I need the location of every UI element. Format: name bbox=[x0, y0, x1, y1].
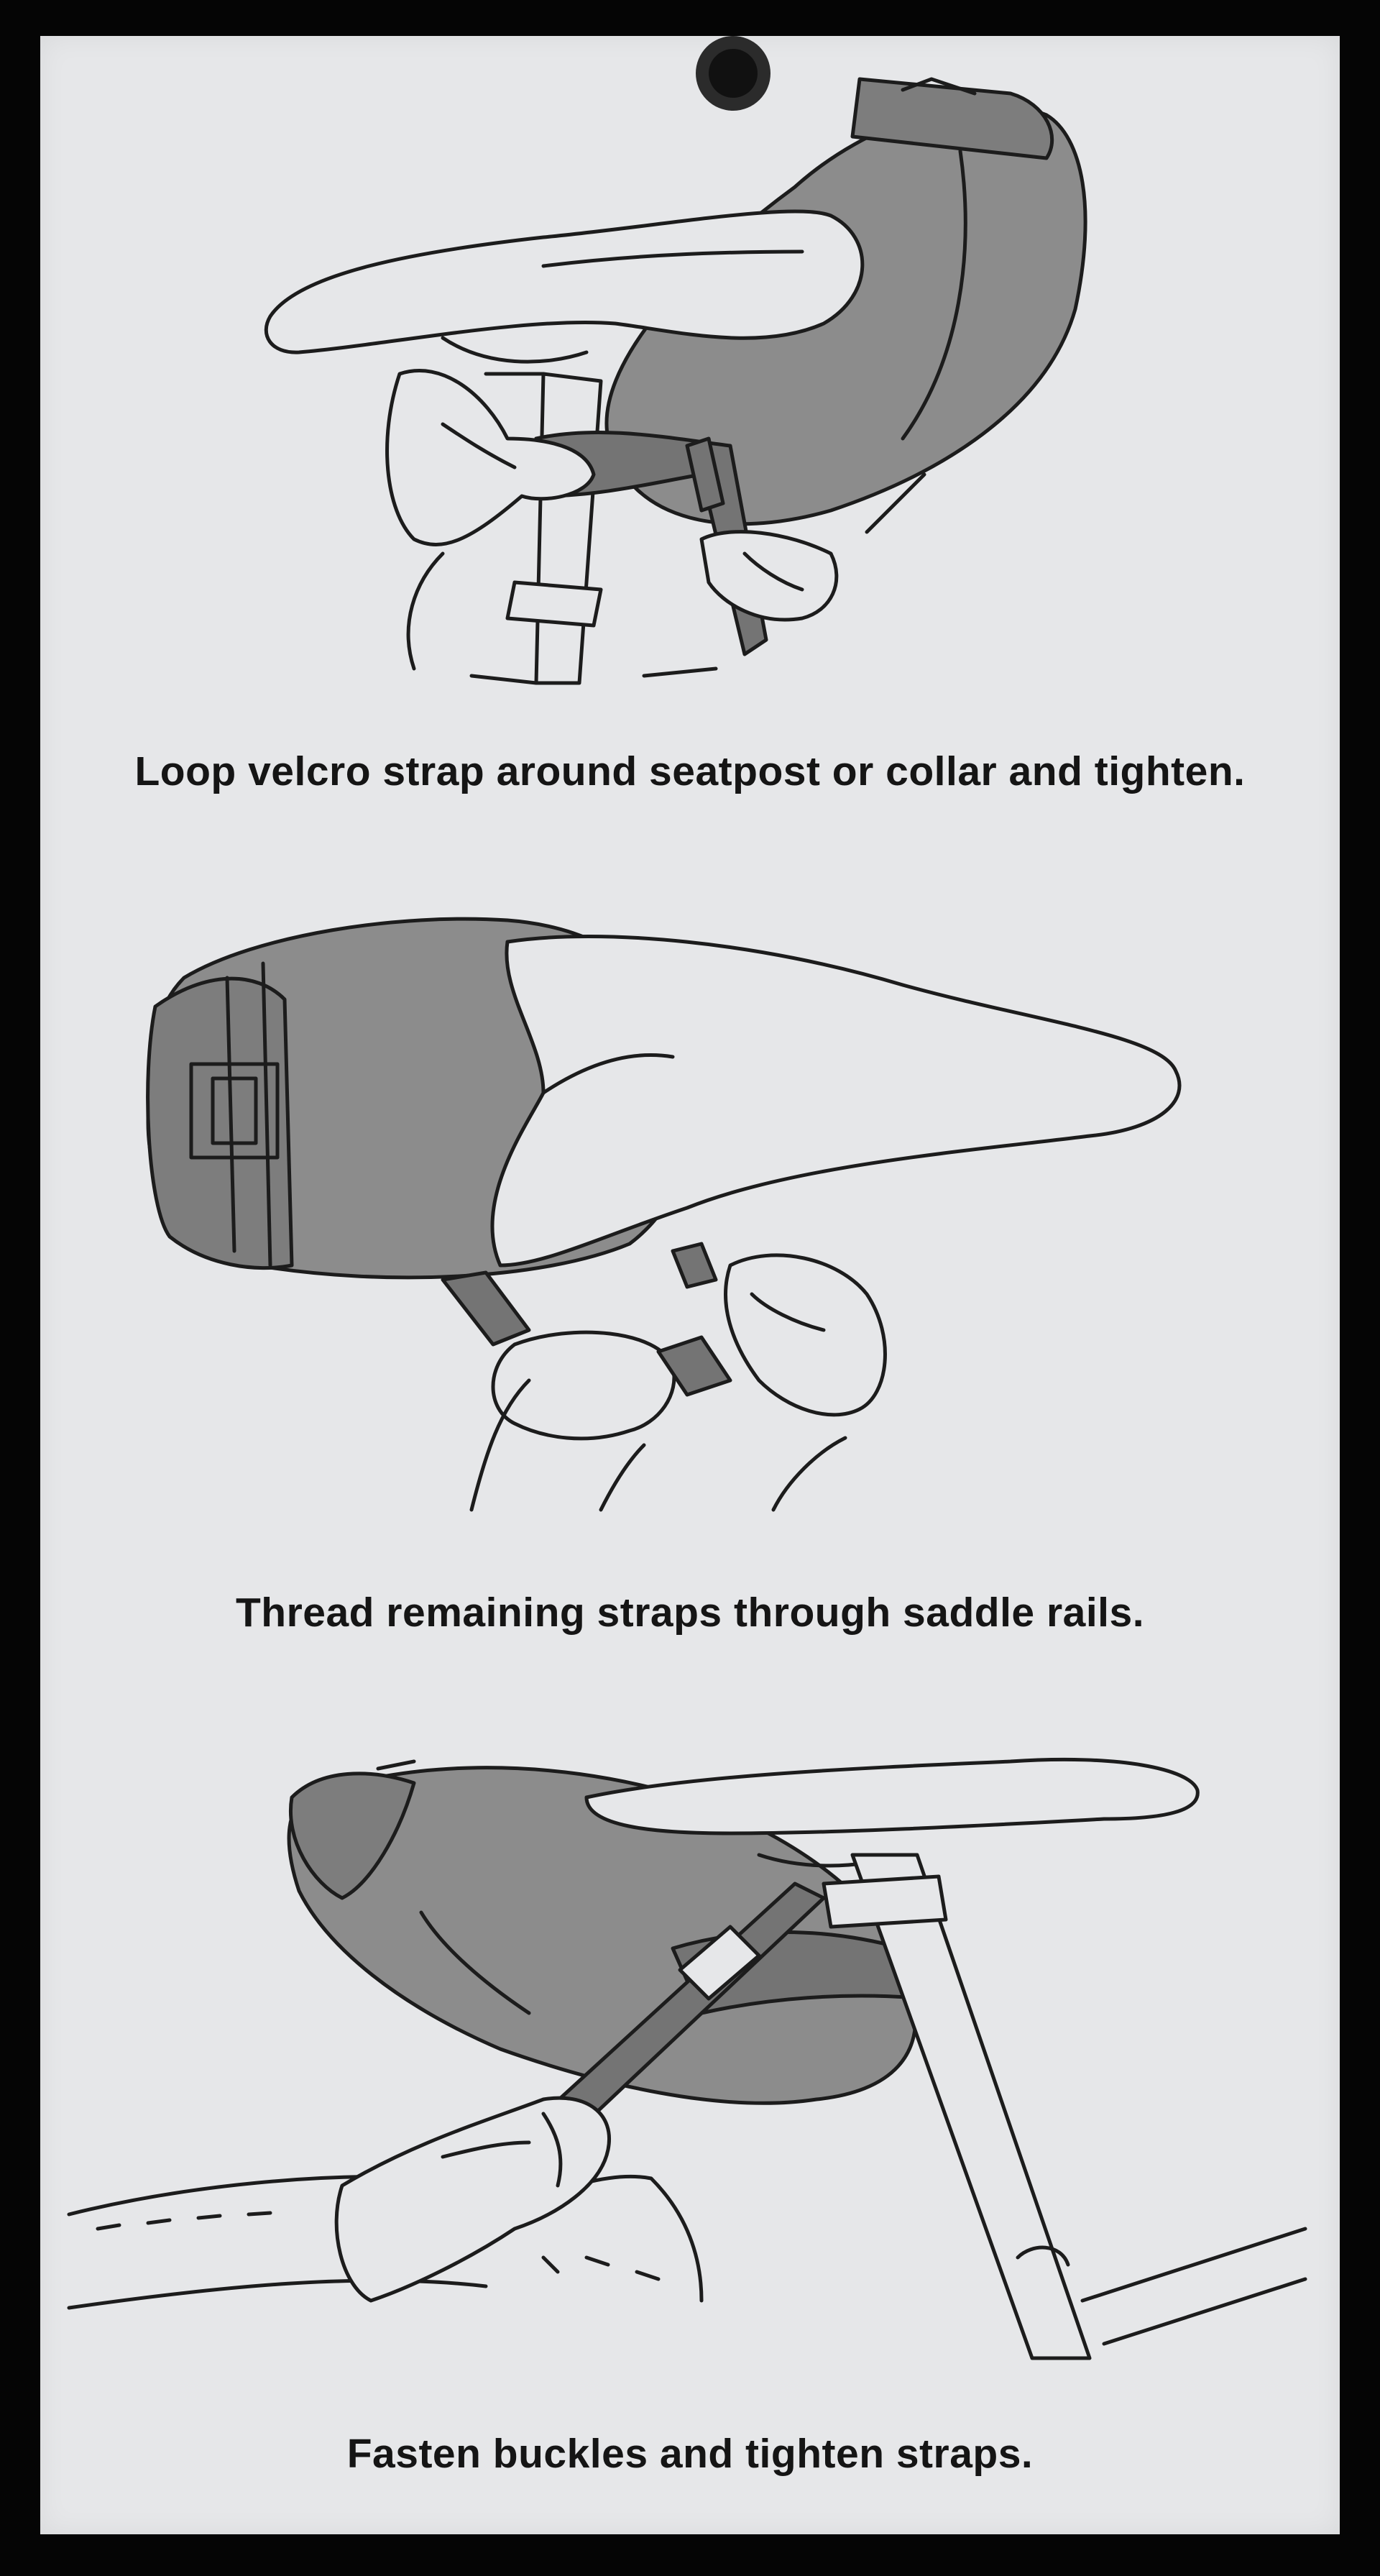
illustration-fasten-buckles bbox=[40, 1711, 1340, 2380]
step-2-caption: Thread remaining straps through saddle rails. bbox=[235, 1590, 1145, 1636]
step-1-caption: Loop velcro strap around seatpost or collar and tighten. bbox=[134, 748, 1246, 794]
step-3-caption: Fasten buckles and tighten straps. bbox=[346, 2431, 1034, 2477]
step-2 bbox=[40, 863, 1340, 1690]
instruction-card bbox=[40, 36, 1340, 2534]
illustration-thread-rails bbox=[40, 863, 1340, 1553]
step-3 bbox=[40, 1711, 1340, 2531]
illustration-seatpost-strap bbox=[40, 36, 1340, 719]
step-1 bbox=[40, 36, 1340, 812]
